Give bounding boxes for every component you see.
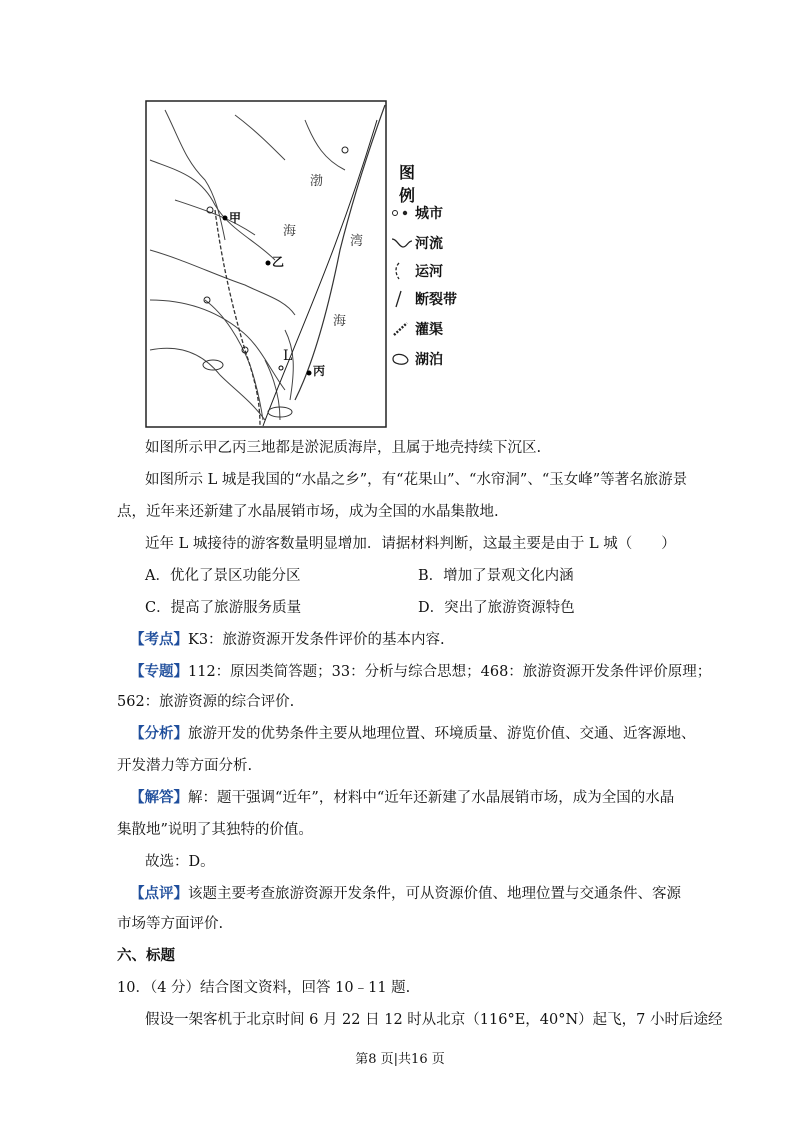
zhuanti-line-2: 562：旅游资源的综合评价. [117,694,295,710]
zhuanti-line [130,662,711,682]
option-a: A．优化了景区功能分区 [145,568,301,584]
jieda-line-2: 集散地”说明了其独特的价值。 [117,822,313,838]
legend-title: 图 例 [399,163,438,205]
legend-label: 城市 [415,206,443,222]
zhuanti-text: 112：原因类简答题；33：分析与综合思想；468：旅游资源开发条件评价原理； [188,664,712,680]
paragraph-line: 如图所示甲乙丙三地都是淤泥质海岸，且属于地壳持续下沉区. [145,440,542,456]
legend-label: 湖泊 [415,352,443,368]
option-c: C．提高了旅游服务质量 [145,600,302,616]
fault-line [263,120,377,426]
paragraph-line: 如图所示 L 城是我国的“水晶之乡”，有“花果山”、“水帘洞”、“玉女峰”等著名旅游景 [145,472,688,488]
fenxi-text: 旅游开发的优势条件主要从地理位置、环境质量、游览价值、交通、近客源地、 [188,726,696,742]
fenxi-line-2: 开发潜力等方面分析. [117,758,253,774]
map-legend [385,160,485,380]
cities [204,147,348,353]
sea-label: 湾 [350,234,364,249]
river-icon [389,233,415,253]
sea-label: 海 [333,314,347,329]
option-b: B．增加了景观文化内涵 [418,568,574,584]
paragraph-line: 点，近年来还新建了水晶展销市场，成为全国的水晶集散地. [117,504,499,520]
legend-label: 断裂带 [415,292,457,308]
dianping-text: 该题主要考查旅游资源开发条件，可从资源价值、地理位置与交通条件、客源 [188,886,681,902]
city-jia-dot [223,216,228,221]
question-10-text: 假设一架客机于北京时间 6 月 22 日 12 时从北京（116°E，40°N）起飞，7 小时后途经 [145,1012,723,1028]
legend-item-canal [389,260,443,282]
legend-label: 运河 [415,264,443,280]
label-l: L [283,348,293,364]
kaodian-tag: 【考点】 [130,631,188,648]
option-d: D．突出了旅游资源特色 [418,600,575,616]
legend-item-lake [389,348,443,370]
question-10: 10．（4 分）结合图文资料，回答 10﹣11 题. [117,980,411,996]
legend-label: 河流 [415,236,443,252]
city-yi-dot [266,261,271,266]
kaodian-text: K3：旅游资源开发条件评价的基本内容. [188,632,445,648]
dianping-line [130,884,681,904]
legend-item-city [389,202,443,224]
dianping-line-2: 市场等方面评价. [117,916,224,932]
lake [203,360,223,370]
fenxi-line [130,724,696,744]
label-jia: 甲 [229,211,242,225]
kaodian-line [130,630,445,650]
coastline [295,105,385,400]
city-l-dot [279,366,283,370]
jieda-tag: 【解答】 [130,789,188,806]
legend-item-fault [389,288,457,310]
legend-label: 灌渠 [415,322,443,338]
legend-item-river [389,232,443,254]
fault-icon [389,289,415,309]
question-stem: 近年 L 城接待的游客数量明显增加．请据材料判断，这最主要是由于 L 城（ ） [145,536,676,552]
city-bing-dot [307,371,312,376]
page-footer: 第8 页|共16 页 [355,1052,445,1067]
sea-label: 渤 [310,174,324,189]
jieda-line [130,788,674,808]
answer-line: 故选：D。 [145,854,215,870]
fenxi-tag: 【分析】 [130,725,188,742]
label-yi: 乙 [272,255,285,269]
label-bing: 丙 [313,364,326,378]
dianping-tag: 【点评】 [130,885,188,902]
irrigation-icon [389,319,415,339]
section-heading: 六、标题 [117,947,175,964]
jieda-text: 解：题干强调“近年”，材料中“近年还新建了水晶展销市场，成为全国的水晶 [188,790,675,806]
zhuanti-tag: 【专题】 [130,663,188,680]
sea-label: 海 [283,224,297,239]
legend-item-irrigation [389,318,443,340]
city-icon [389,203,415,223]
lake-icon [389,349,415,369]
canal-icon [389,261,415,281]
